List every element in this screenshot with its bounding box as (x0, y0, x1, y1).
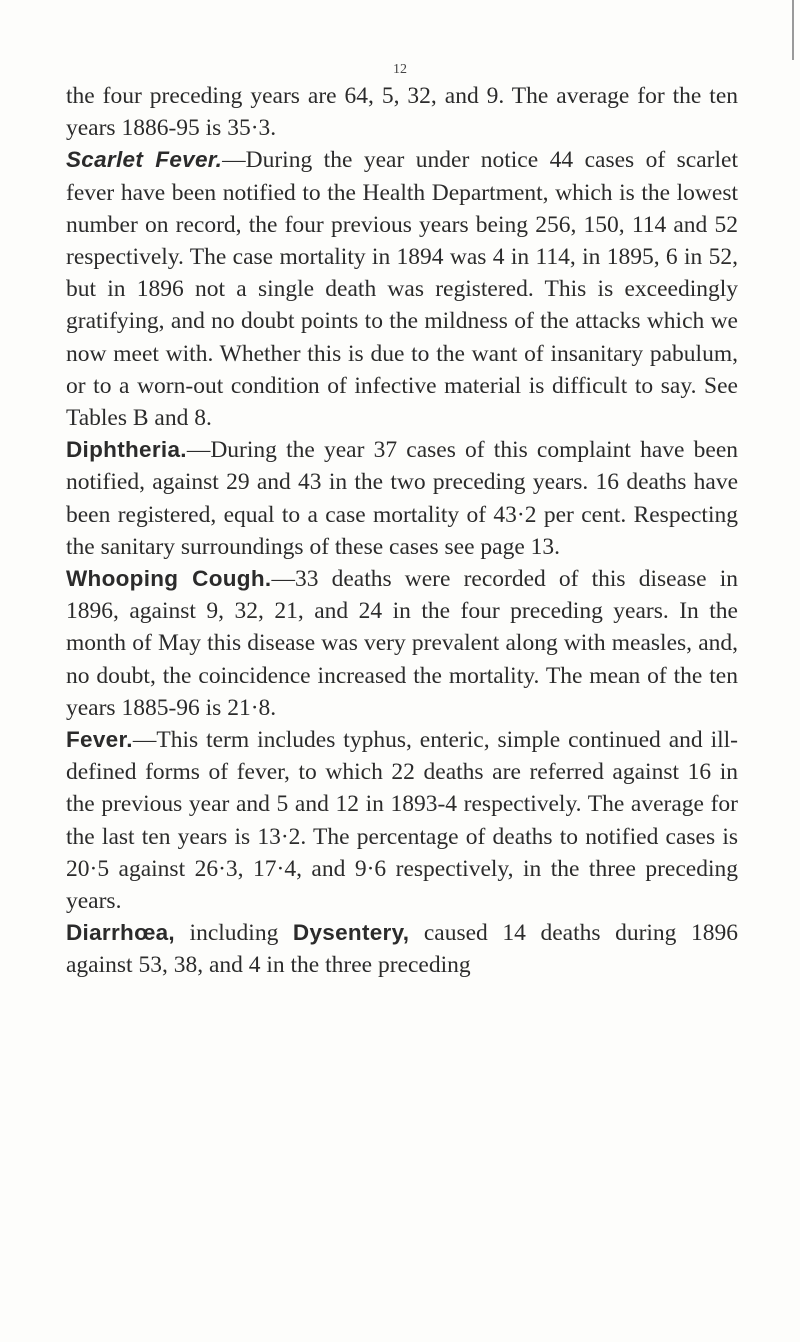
diarrhoea-text-a: including (174, 920, 293, 947)
fever-heading: Fever. (66, 727, 133, 753)
diarrhoea-text-b: caused 14 deaths during 1896 against 53, 38, and 4 in the three preceding (66, 920, 738, 979)
diarrhoea-paragraph (66, 917, 738, 981)
fever-paragraph (66, 724, 738, 917)
document-body (66, 80, 738, 982)
diphtheria-text: —During the year 37 cases of this complaint have been notified, against 29 and 43 in the two preceding years. 16 deaths have been registered, equal to a case mortality of 43·2 per cent. Respecting the sanitary surroundings of these cases see page 13. (66, 437, 738, 560)
page-number: 12 (393, 62, 407, 77)
scarlet-fever-heading: Scarlet Fever. (66, 147, 223, 173)
intro-paragraph: the four preceding years are 64, 5, 32, and 9. The average for the ten years 1886-95 is 35·3. (66, 83, 738, 142)
diphtheria-paragraph (66, 434, 738, 563)
scarlet-fever-text: —During the year under notice 44 cases of scarlet fever have been notified to the Health Department, which is the lowest number on record, the four previous years being 256, 150, 114 and 52 respectively. The case mortality in 1894 was 4 in 114, in 1895, 6 in 52, but in 1896 not a single death was registered. This is exceedingly gratifying, and no doubt points to the mildness of the attacks which we now meet with. Whether this is due to the want of insanitary pabulum, or to a worn-out condition of infective material is difficult to say. See Tables B and 8. (66, 147, 738, 432)
diphtheria-heading: Diphtheria. (66, 437, 187, 463)
diarrhoea-heading: Diarrhœa, (66, 920, 175, 946)
whooping-cough-text: —33 deaths were recorded of this disease in 1896, against 9, 32, 21, and 24 in the four preceding years. In the month of May this disease was very prevalent along with measles, and, no doubt, the coincidence increased the mortality. The mean of the ten years 1885-96 is 21·8. (66, 566, 738, 721)
whooping-cough-heading: Whooping Cough. (66, 566, 272, 592)
page-edge-line (792, 0, 794, 60)
scarlet-fever-paragraph (66, 144, 738, 434)
dysentery-heading: Dysentery, (292, 920, 410, 946)
whooping-cough-paragraph (66, 563, 738, 724)
fever-text: —This term includes typhus, enteric, simple continued and ill-defined forms of fever, to which 22 deaths are referred against 16 in the previous year and 5 and 12 in 1893-4 respectively. The average for the last ten years is 13·2. The percentage of deaths to notified cases is 20·5 against 26·3, 17·4, and 9·6 respectively, in the three preceding years. (66, 727, 738, 915)
